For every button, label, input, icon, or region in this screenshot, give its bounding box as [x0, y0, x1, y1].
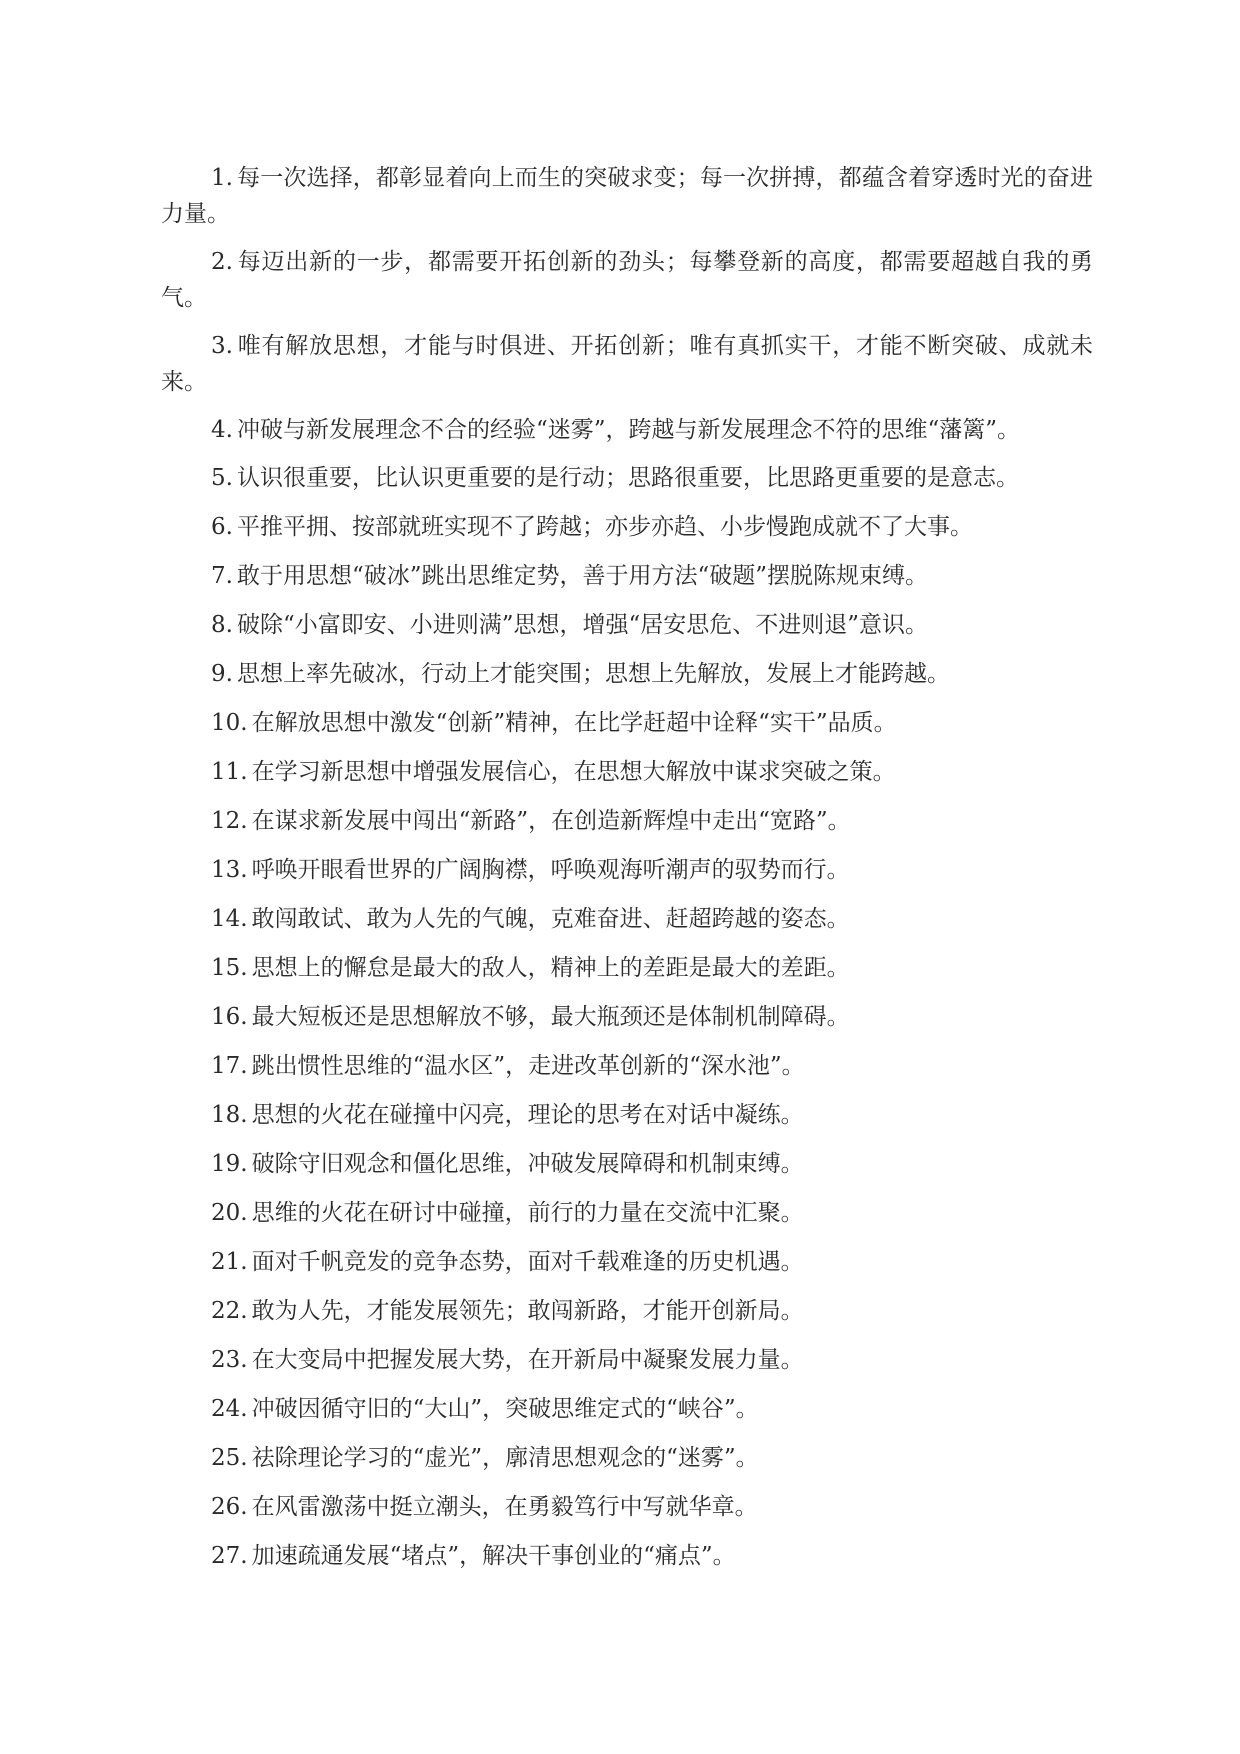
- list-item: [161, 244, 1093, 316]
- item-text: 面对千帆竞发的竞争态势，面对千载难逢的历史机遇。: [251, 1249, 804, 1275]
- item-number: 2.: [211, 249, 233, 275]
- item-text: 冲破与新发展理念不合的经验“迷雾”，跨越与新发展理念不符的思维“藩篱”。: [236, 417, 1020, 443]
- list-item: [161, 1342, 1093, 1378]
- item-number: 15.: [211, 955, 248, 981]
- item-text: 加速疏通发展“堵点”，解决干事创业的“痛点”。: [251, 1543, 736, 1569]
- item-text: 破除守旧观念和僵化思维，冲破发展障碍和机制束缚。: [251, 1151, 804, 1177]
- list-item: [161, 1293, 1093, 1329]
- list-item: [161, 607, 1093, 643]
- list-item: [161, 460, 1093, 496]
- item-text: 破除“小富即安、小进则满”思想，增强“居安思危、不进则退”意识。: [236, 612, 928, 638]
- item-number: 22.: [211, 1298, 248, 1324]
- item-number: 3.: [211, 333, 233, 359]
- item-text: 跳出惯性思维的“温水区”，走进改革创新的“深水池”。: [251, 1053, 805, 1079]
- list-item: [161, 558, 1093, 594]
- document-body: [161, 160, 1093, 1587]
- item-number: 23.: [211, 1347, 248, 1373]
- list-item: [161, 1391, 1093, 1427]
- list-item: [161, 160, 1093, 232]
- item-number: 25.: [211, 1445, 248, 1471]
- item-text: 思维的火花在研讨中碰撞，前行的力量在交流中汇聚。: [251, 1200, 804, 1226]
- list-item: [161, 999, 1093, 1035]
- item-number: 24.: [211, 1396, 248, 1422]
- item-text: 在学习新思想中增强发展信心，在思想大解放中谋求突破之策。: [251, 759, 896, 785]
- list-item: [161, 412, 1093, 448]
- item-number: 10.: [211, 710, 248, 736]
- item-number: 6.: [211, 514, 233, 540]
- item-number: 18.: [211, 1102, 248, 1128]
- list-item: [161, 852, 1093, 888]
- list-item: [161, 509, 1093, 545]
- item-text: 敢于用思想“破冰”跳出思维定势，善于用方法“破题”摆脱陈规束缚。: [236, 563, 928, 589]
- list-item: [161, 1146, 1093, 1182]
- item-text: 思想上率先破冰，行动上才能突围；思想上先解放，发展上才能跨越。: [236, 661, 950, 687]
- item-number: 16.: [211, 1004, 248, 1030]
- item-text: 认识很重要，比认识更重要的是行动；思路很重要，比思路更重要的是意志。: [236, 465, 1019, 491]
- list-item: [161, 1097, 1093, 1133]
- item-text: 平推平拥、按部就班实现不了跨越；亦步亦趋、小步慢跑成就不了大事。: [236, 514, 973, 540]
- item-text: 每一次选择，都彰显着向上而生的突破求变；每一次拼搏，都蕴含着穿透时光的奋进力量。: [161, 165, 1093, 227]
- item-number: 27.: [211, 1543, 248, 1569]
- list-item: [161, 1538, 1093, 1574]
- item-text: 祛除理论学习的“虚光”，廓清思想观念的“迷雾”。: [251, 1445, 759, 1471]
- item-number: 26.: [211, 1494, 248, 1520]
- list-item: [161, 328, 1093, 400]
- item-text: 最大短板还是思想解放不够，最大瓶颈还是体制机制障碍。: [251, 1004, 850, 1030]
- item-number: 20.: [211, 1200, 248, 1226]
- list-item: [161, 656, 1093, 692]
- list-item: [161, 1440, 1093, 1476]
- list-item: [161, 901, 1093, 937]
- item-text: 冲破因循守旧的“大山”，突破思维定式的“峡谷”。: [251, 1396, 759, 1422]
- list-item: [161, 1244, 1093, 1280]
- list-item: [161, 803, 1093, 839]
- item-number: 13.: [211, 857, 248, 883]
- item-number: 4.: [211, 417, 233, 443]
- list-item: [161, 950, 1093, 986]
- item-number: 19.: [211, 1151, 248, 1177]
- item-text: 思想上的懈怠是最大的敌人，精神上的差距是最大的差距。: [251, 955, 850, 981]
- item-number: 5.: [211, 465, 233, 491]
- item-text: 敢为人先，才能发展领先；敢闯新路，才能开创新局。: [251, 1298, 804, 1324]
- item-number: 17.: [211, 1053, 248, 1079]
- list-item: [161, 705, 1093, 741]
- item-number: 9.: [211, 661, 233, 687]
- item-number: 1.: [211, 165, 233, 191]
- item-number: 14.: [211, 906, 248, 932]
- item-text: 思想的火花在碰撞中闪亮，理论的思考在对话中凝练。: [251, 1102, 804, 1128]
- list-item: [161, 1048, 1093, 1084]
- item-text: 敢闯敢试、敢为人先的气魄，克难奋进、赶超跨越的姿态。: [251, 906, 850, 932]
- item-text: 每迈出新的一步，都需要开拓创新的劲头；每攀登新的高度，都需要超越自我的勇气。: [161, 249, 1093, 311]
- item-text: 唯有解放思想，才能与时俱进、开拓创新；唯有真抓实干，才能不断突破、成就未来。: [161, 333, 1093, 395]
- item-text: 呼唤开眼看世界的广阔胸襟，呼唤观海听潮声的驭势而行。: [251, 857, 850, 883]
- item-text: 在大变局中把握发展大势，在开新局中凝聚发展力量。: [251, 1347, 804, 1373]
- item-text: 在风雷激荡中挺立潮头，在勇毅笃行中写就华章。: [251, 1494, 758, 1520]
- list-item: [161, 1489, 1093, 1525]
- item-number: 8.: [211, 612, 233, 638]
- item-number: 12.: [211, 808, 248, 834]
- item-text: 在解放思想中激发“创新”精神，在比学赶超中诠释“实干”品质。: [251, 710, 897, 736]
- item-number: 11.: [211, 759, 248, 785]
- item-number: 21.: [211, 1249, 248, 1275]
- item-number: 7.: [211, 563, 233, 589]
- list-item: [161, 1195, 1093, 1231]
- list-item: [161, 754, 1093, 790]
- item-text: 在谋求新发展中闯出“新路”，在创造新辉煌中走出“宽路”。: [251, 808, 851, 834]
